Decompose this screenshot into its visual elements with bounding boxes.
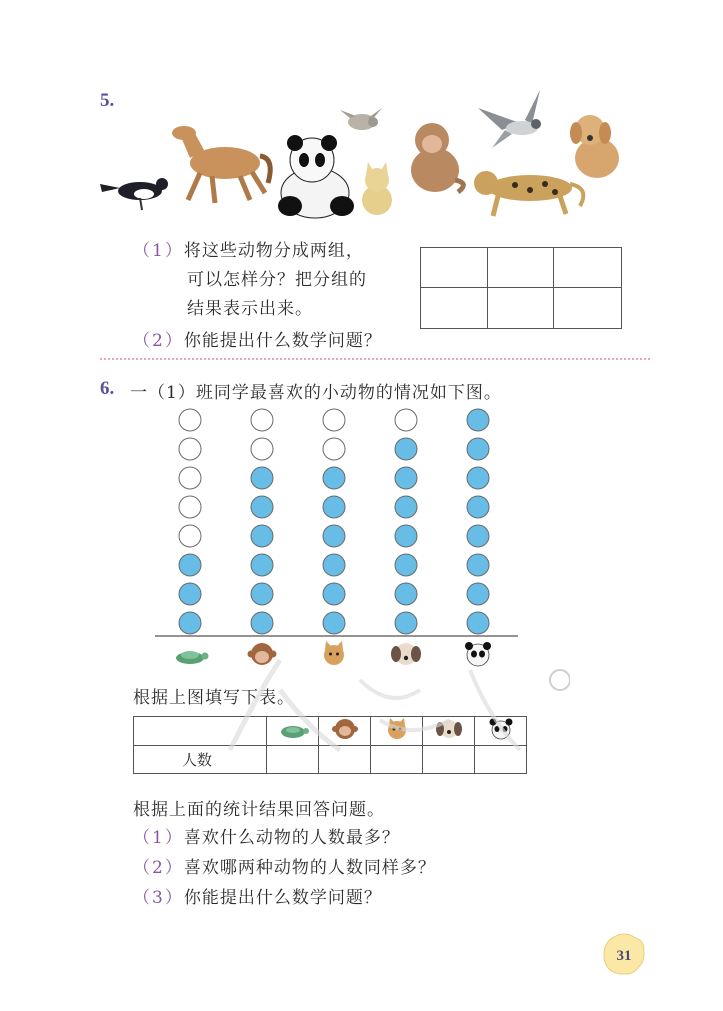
cat-icon [380,717,414,741]
question-item [133,883,382,908]
grid-cell[interactable] [554,248,621,288]
empty-circle [323,438,345,460]
grid-cell[interactable] [488,248,555,288]
panda-icon [278,135,354,218]
filled-circle [467,525,489,547]
question-text: 你能提出什么数学问题？ [183,888,382,908]
filled-circle [395,554,417,576]
question-text: 喜欢什么动物的人数最多？ [183,828,400,848]
filled-circle [395,438,417,460]
table-header-panda [475,717,527,746]
q5-part2-text: 你能提出什么数学问题？ [183,331,382,351]
row-label: 人数 [134,746,267,774]
q5-part1-number: （1） [133,241,184,261]
filled-circle [467,496,489,518]
horse-icon [172,126,270,203]
count-cell-panda[interactable] [475,746,527,774]
table-corner-cell [134,717,267,746]
filled-circle [467,612,489,634]
empty-circle [179,525,201,547]
count-cell-turtle[interactable] [267,746,319,774]
filled-circle [467,438,489,460]
animal-illustrations [100,88,620,223]
count-cell-dog[interactable] [423,746,475,774]
eagle-icon [478,90,541,148]
filled-circle [395,525,417,547]
filled-circle [395,583,417,605]
filled-circle [179,554,201,576]
filled-circle [467,554,489,576]
table-header-turtle [267,717,319,746]
empty-circle [179,496,201,518]
question-item [133,823,400,848]
filled-circle [251,525,273,547]
leopard-icon [474,171,583,216]
question-6-number: 6. [100,378,115,399]
empty-circle [179,409,201,431]
filled-circle [323,467,345,489]
empty-circle [395,409,417,431]
cat-icon [324,641,344,665]
filled-circle [323,554,345,576]
monkey-icon [248,643,277,665]
filled-circle [395,612,417,634]
table-count-row [134,746,527,774]
filled-circle [251,612,273,634]
q5-part1-line3: 结果表示出来。 [187,299,313,319]
count-cell-cat[interactable] [371,746,423,774]
empty-circle [251,438,273,460]
q5-part1-line2: 可以怎样分？把分组的 [187,270,367,290]
dog-icon [391,643,421,665]
empty-circle [323,409,345,431]
filled-circle [323,496,345,518]
filled-circle [323,612,345,634]
q5-part2-number: （2） [133,331,184,351]
q5-part1-line1: 将这些动物分成两组， [183,241,364,261]
filled-circle [179,612,201,634]
filled-circle [323,583,345,605]
section-divider [100,358,650,360]
grid-cell[interactable] [421,288,488,328]
filled-circle [251,496,273,518]
filled-circle [467,583,489,605]
monkey-icon [411,123,463,192]
filled-circle [467,467,489,489]
grid-cell[interactable] [554,288,621,328]
grid-cell[interactable] [488,288,555,328]
grouping-answer-grid [420,247,622,329]
dog-icon [570,115,619,178]
question-number: （3） [133,888,184,908]
filled-circle [179,583,201,605]
filled-circle [395,496,417,518]
question-item [133,853,436,878]
turtle-icon [176,651,209,664]
question-5-number: 5. [100,90,115,111]
statistics-table [133,716,527,774]
pictograph-chart [150,400,530,680]
turtle-icon [276,718,310,740]
page-number-badge [602,932,646,976]
question-text: 喜欢哪两种动物的人数同样多？ [183,858,436,878]
table-header-row [134,717,527,746]
empty-circle [179,438,201,460]
grid-cell[interactable] [421,248,488,288]
cat-icon [362,162,392,215]
monkey-icon [328,717,362,741]
pigeon-icon [340,108,382,130]
count-cell-monkey[interactable] [319,746,371,774]
fill-instruction: 根据上图填写下表。 [133,688,295,708]
dog-icon [432,717,466,741]
table-header-cat [371,717,423,746]
question-number: （1） [133,828,184,848]
table-header-dog [423,717,475,746]
filled-circle [323,525,345,547]
question-6-intro: 一（1）班同学最喜欢的小动物的情况如下图。 [130,383,502,403]
table-header-monkey [319,717,371,746]
answer-intro: 根据上面的统计结果回答问题。 [133,800,385,820]
question-number: （2） [133,858,184,878]
empty-circle [251,409,273,431]
filled-circle [395,467,417,489]
panda-icon [465,642,491,666]
empty-circle [179,467,201,489]
filled-circle [251,554,273,576]
filled-circle [251,583,273,605]
filled-circle [251,467,273,489]
magpie-icon [100,178,168,210]
page-number: 31 [616,948,632,964]
panda-icon [484,717,518,741]
filled-circle [467,409,489,431]
